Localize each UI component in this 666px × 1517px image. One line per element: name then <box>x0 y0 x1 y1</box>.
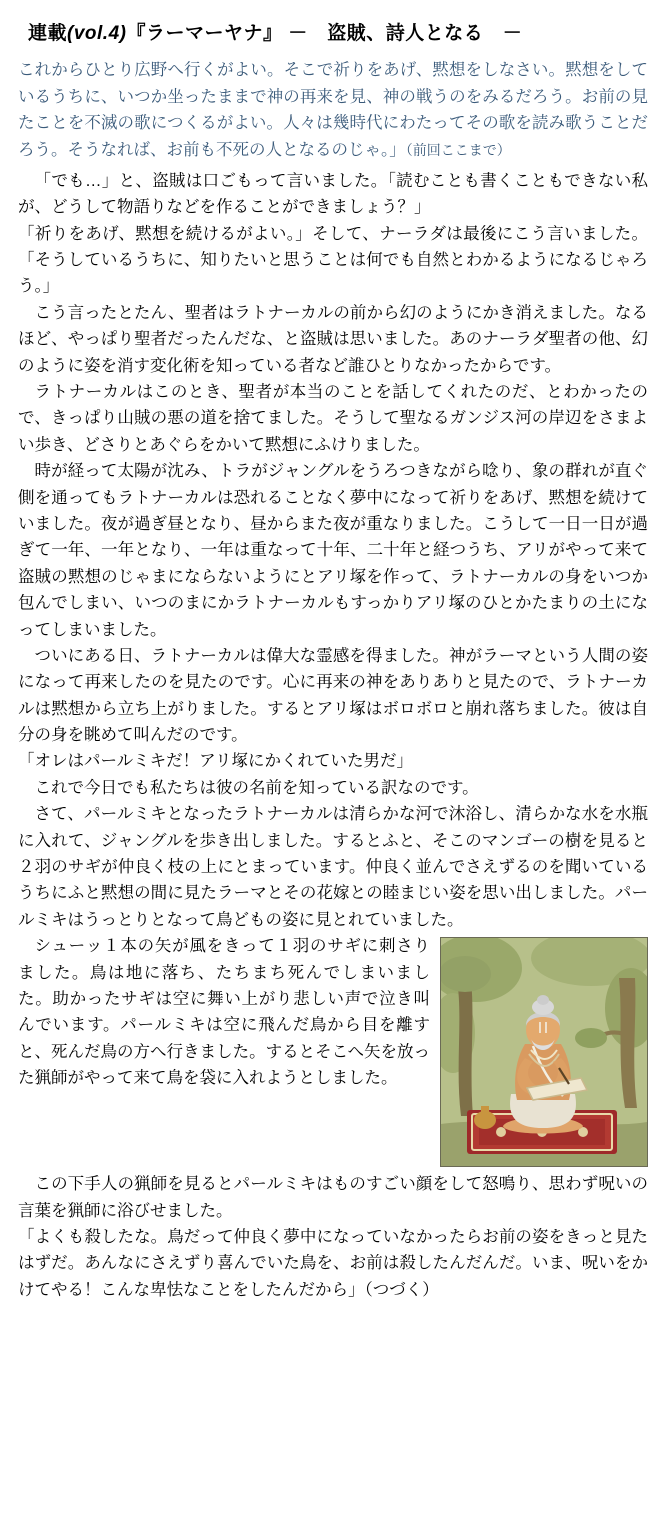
title-prefix: 連載 <box>28 23 68 44</box>
paragraph: 「よくも殺したな。鳥だって仲良く夢中になっていなかったらお前の姿をきっと見たはずだ。あんなにさえずり喜んでいた鳥を、お前は殺したんだんだ。いま、呪いをかけてやる！こんな卑怯なことをしたんだから」（つづく） <box>18 1227 648 1299</box>
article-body <box>10 164 656 1303</box>
sage-illustration-graphic <box>441 938 647 1166</box>
title-main: 『ラーマーヤナ』 － 盗賊、詩人となる － <box>126 23 523 44</box>
paragraph: こう言ったとたん、聖者はラトナーカルの前から幻のようにかき消えました。なるほど、やっぱり聖者だったんだな、と盗賊は思いました。あのナーラダ聖者の他、幻のように姿を消す変化術を知っている者など誰ひとりなかったからです。 <box>18 303 648 375</box>
intro-note: （前回ここまで） <box>405 142 511 159</box>
paragraph: シューッ１本の矢が風をきって１羽のサギに刺さりました。鳥は地に落ち、たちまち死んでしまいました。助かったサギは空に舞い上がり悲しい声で泣き叫んでいます。パールミキは空に飛んだ鳥から目を離すと、死んだ鳥の方へ行きました。するとそこへ矢を放った猟師がやって来て鳥を袋に入れようとしました。 <box>18 937 430 1088</box>
paragraph: さて、パールミキとなったラトナーカルは清らかな河で沐浴し、清らかな水を水瓶に入れて、ジャングルを歩き出しました。するとふと、そこのマンゴーの樹を見ると２羽のサギが仲良く枝の上にとまっています。仲良く並んでさえずるのを聞いているうちにふと黙想の間に見たラーマとその花嫁との睦まじい姿を思い出しました。パールミキはうっとりとなって鳥どもの姿に見とれていました。 <box>18 805 648 929</box>
paragraph: ラトナーカルはこのとき、聖者が本当のことを話してくれたのだ、とわかったので、きっぱり山賊の悪の道を捨てました。そうして聖なるガンジス河の岸辺をさまよい歩き、どさりとあぐらをかいて黙想にふけりました。 <box>18 383 648 454</box>
intro-quote-text: これからひとり広野へ行くがよい。そこで祈りをあげ、黙想をしなさい。黙想をしているうちに、いつか坐ったままで神の再来を見、神の戦うのをみるだろう。お前の見たことを不滅の歌につくるがよい。人々は幾時代にわたってその歌を読み歌うことだろう。そうなれば、お前も不死の人となるのじゃ。」 <box>18 61 648 160</box>
paragraph: ついにある日、ラトナーカルは偉大な霊感を得ました。神がラーマという人間の姿になって再来したのを見たのです。心に再来の神をありありと見たので、ラトナーカルは黙想から立ち上がりました。するとアリ塚はボロボロと崩れ落ちました。彼は自分の身を眺めて叫んだのです。 <box>18 646 648 745</box>
paragraph: 時が経って太陽が沈み、トラがジャングルをうろつきながら唸り、象の群れが直ぐ側を通ってもラトナーカルは恐れることなく夢中になって祈りをあげ、黙想を続けていました。夜が過ぎ昼となり、昼からまた夜が重なりました。こうして一日一日が過ぎて一年、一年となり、一年は重なって十年、二十年と経つうち、アリがやって来て盗賊の黙想のじゃまにならないようにとアリ塚を作って、ラトナーカルの身をいつか包んでしまい、いつのまにかラトナーカルもすっかりアリ塚のひとかたまりの土になってしまいました。 <box>18 462 648 639</box>
title-volume: (vol.4) <box>67 23 127 44</box>
paragraph: これで今日でも私たちは彼の名前を知っている訳なのです。 <box>34 778 479 797</box>
paragraph: 「祈りをあげ、黙想を続けるがよい。」そして、ナーラダは最後にこう言いました。「そうしているうちに、知りたいと思うことは何でも自然とわかるようになるじゃろう。」 <box>18 224 648 296</box>
paragraph: この下手人の猟師を見るとパールミキはものすごい顔をして怒鳴り、思わず呪いの言葉を猟師に浴びせました。 <box>18 1175 648 1220</box>
paragraph: 「でも…」と、盗賊は口ごもって言いました。「読むことも書くこともできない私が、どうして物語りなどを作ることができましょう？」 <box>18 171 648 217</box>
sage-illustration <box>440 937 648 1167</box>
wrapped-text-block <box>18 933 430 1091</box>
paragraph: 「オレはパールミキだ！アリ塚にかくれていた男だ」 <box>18 752 414 771</box>
page-title <box>10 0 656 55</box>
intro-quote <box>10 55 656 164</box>
